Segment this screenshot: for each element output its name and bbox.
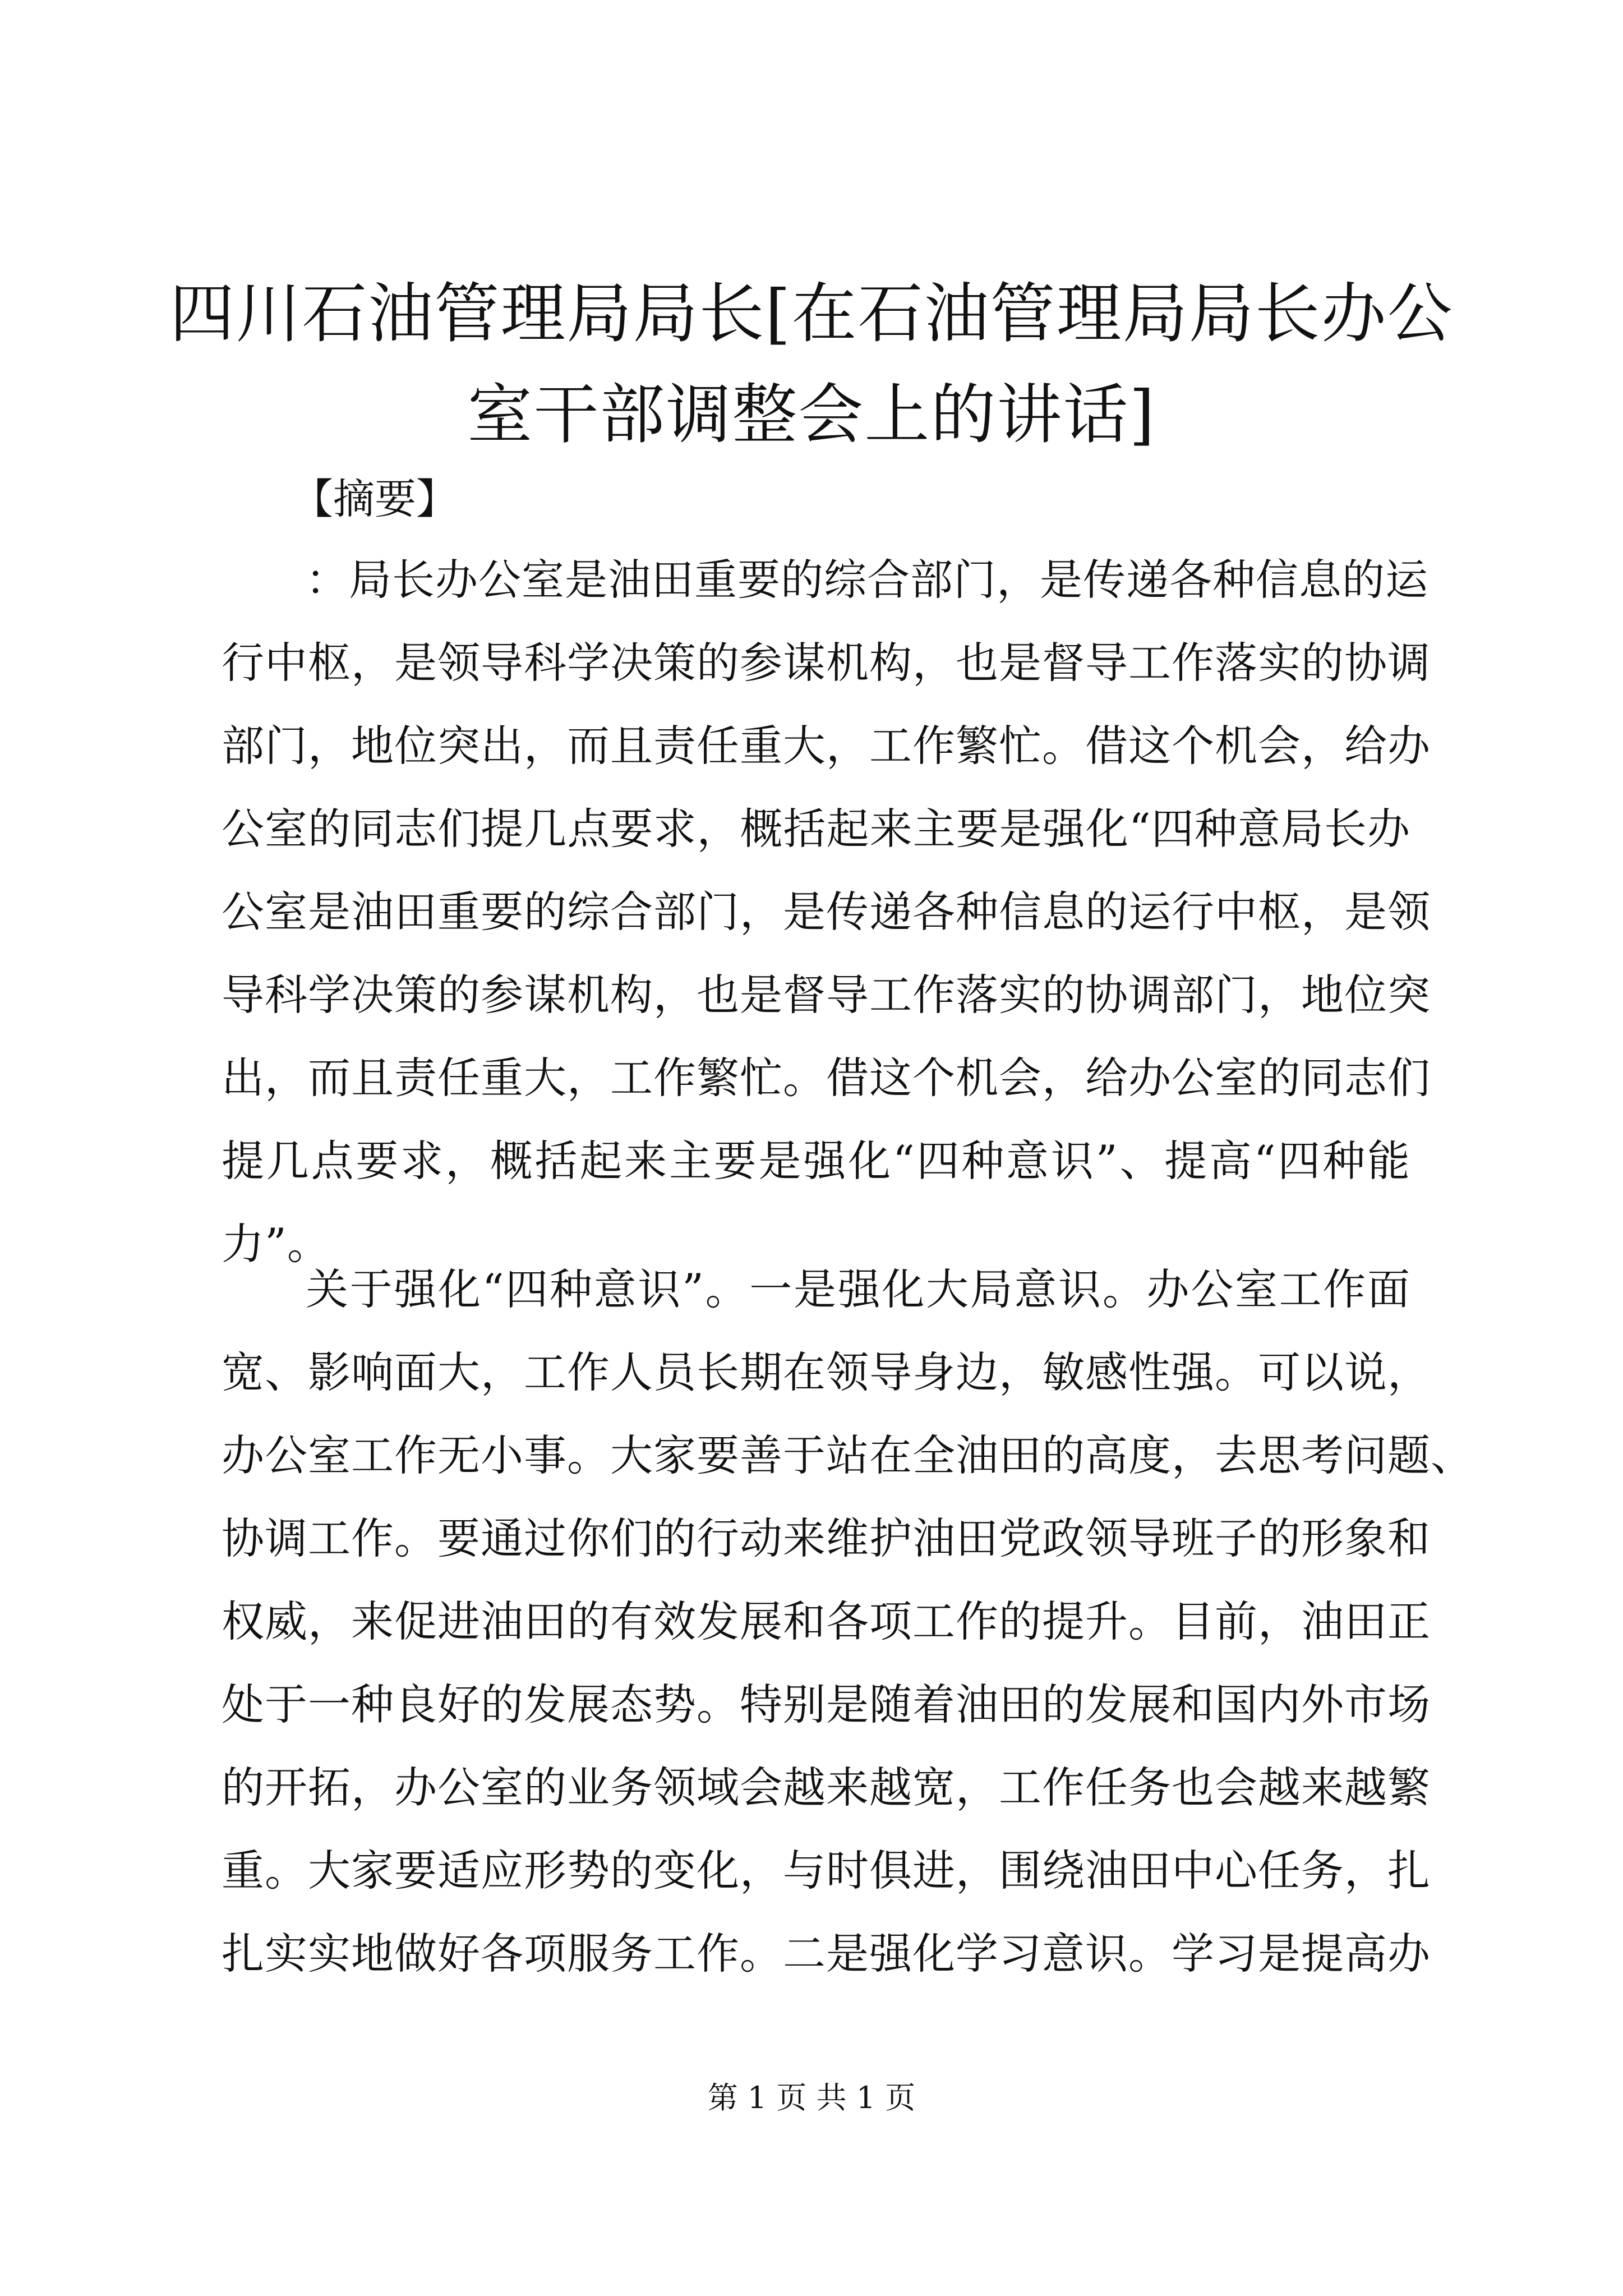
paragraph-line: 行中枢，是领导科学决策的参谋机构，也是督导工作落实的协调 [222, 638, 1431, 688]
paragraph-line: 出，而且责任重大，工作繁忙。借这个机会，给办公室的同志们 [222, 1053, 1431, 1103]
paragraph-line: 部门，地位突出，而且责任重大，工作繁忙。借这个机会，给办 [222, 721, 1431, 771]
document-title [168, 264, 1455, 466]
title-line: 室干部调整会上的讲话] [467, 377, 1156, 453]
paragraph-line: 重。大家要适应形势的变化，与时俱进，围绕油田中心任务，扎 [222, 1846, 1431, 1895]
paragraph-line: 扎实实地做好各项服务工作。二是强化学习意识。学习是提高办 [222, 1929, 1431, 1978]
title-line: 四川石油管理局局长[在石油管理局局长办公 [169, 276, 1454, 352]
paragraph-abstract [222, 539, 1431, 1286]
paragraph-line: 协调工作。要通过你们的行动来维护油田党政领导班子的形象和 [222, 1513, 1431, 1563]
paragraph-line: 力”。 [222, 1219, 330, 1269]
paragraph-line: 公室的同志们提几点要求，概括起来主要是强化“四种意局长办 [222, 804, 1410, 854]
paragraph-line: 公室是油田重要的综合部门，是传递各种信息的运行中枢，是领 [222, 887, 1431, 937]
paragraph-line: 导科学决策的参谋机构，也是督导工作落实的协调部门，地位突 [222, 970, 1431, 1020]
paragraph-line: 权威，来促进油田的有效发展和各项工作的提升。目前，油田正 [222, 1596, 1431, 1646]
paragraph-line: 办公室工作无小事。大家要善于站在全油田的高度，去思考问题、 [222, 1430, 1474, 1480]
page-footer: 第 1 页 共 1 页 [707, 2080, 916, 2115]
paragraph-line: 提几点要求，概括起来主要是强化“四种意识”、提高“四种能 [222, 1136, 1410, 1186]
abstract-label: 【摘要】 [292, 475, 458, 523]
paragraph-line: 关于强化“四种意识”。一是强化大局意识。办公室工作面 [306, 1264, 1410, 1314]
paragraph-line: 处于一种良好的发展态势。特别是随着油田的发展和国内外市场 [222, 1680, 1431, 1729]
paragraph-line: 的开拓，办公室的业务领域会越来越宽，工作任务也会越来越繁 [222, 1763, 1431, 1812]
paragraph-four-awareness [222, 1248, 1474, 1995]
paragraph-line: ：局长办公室是油田重要的综合部门，是传递各种信息的运 [306, 555, 1428, 605]
paragraph-line: 宽、影响面大，工作人员长期在领导身边，敏感性强。可以说， [222, 1347, 1431, 1397]
